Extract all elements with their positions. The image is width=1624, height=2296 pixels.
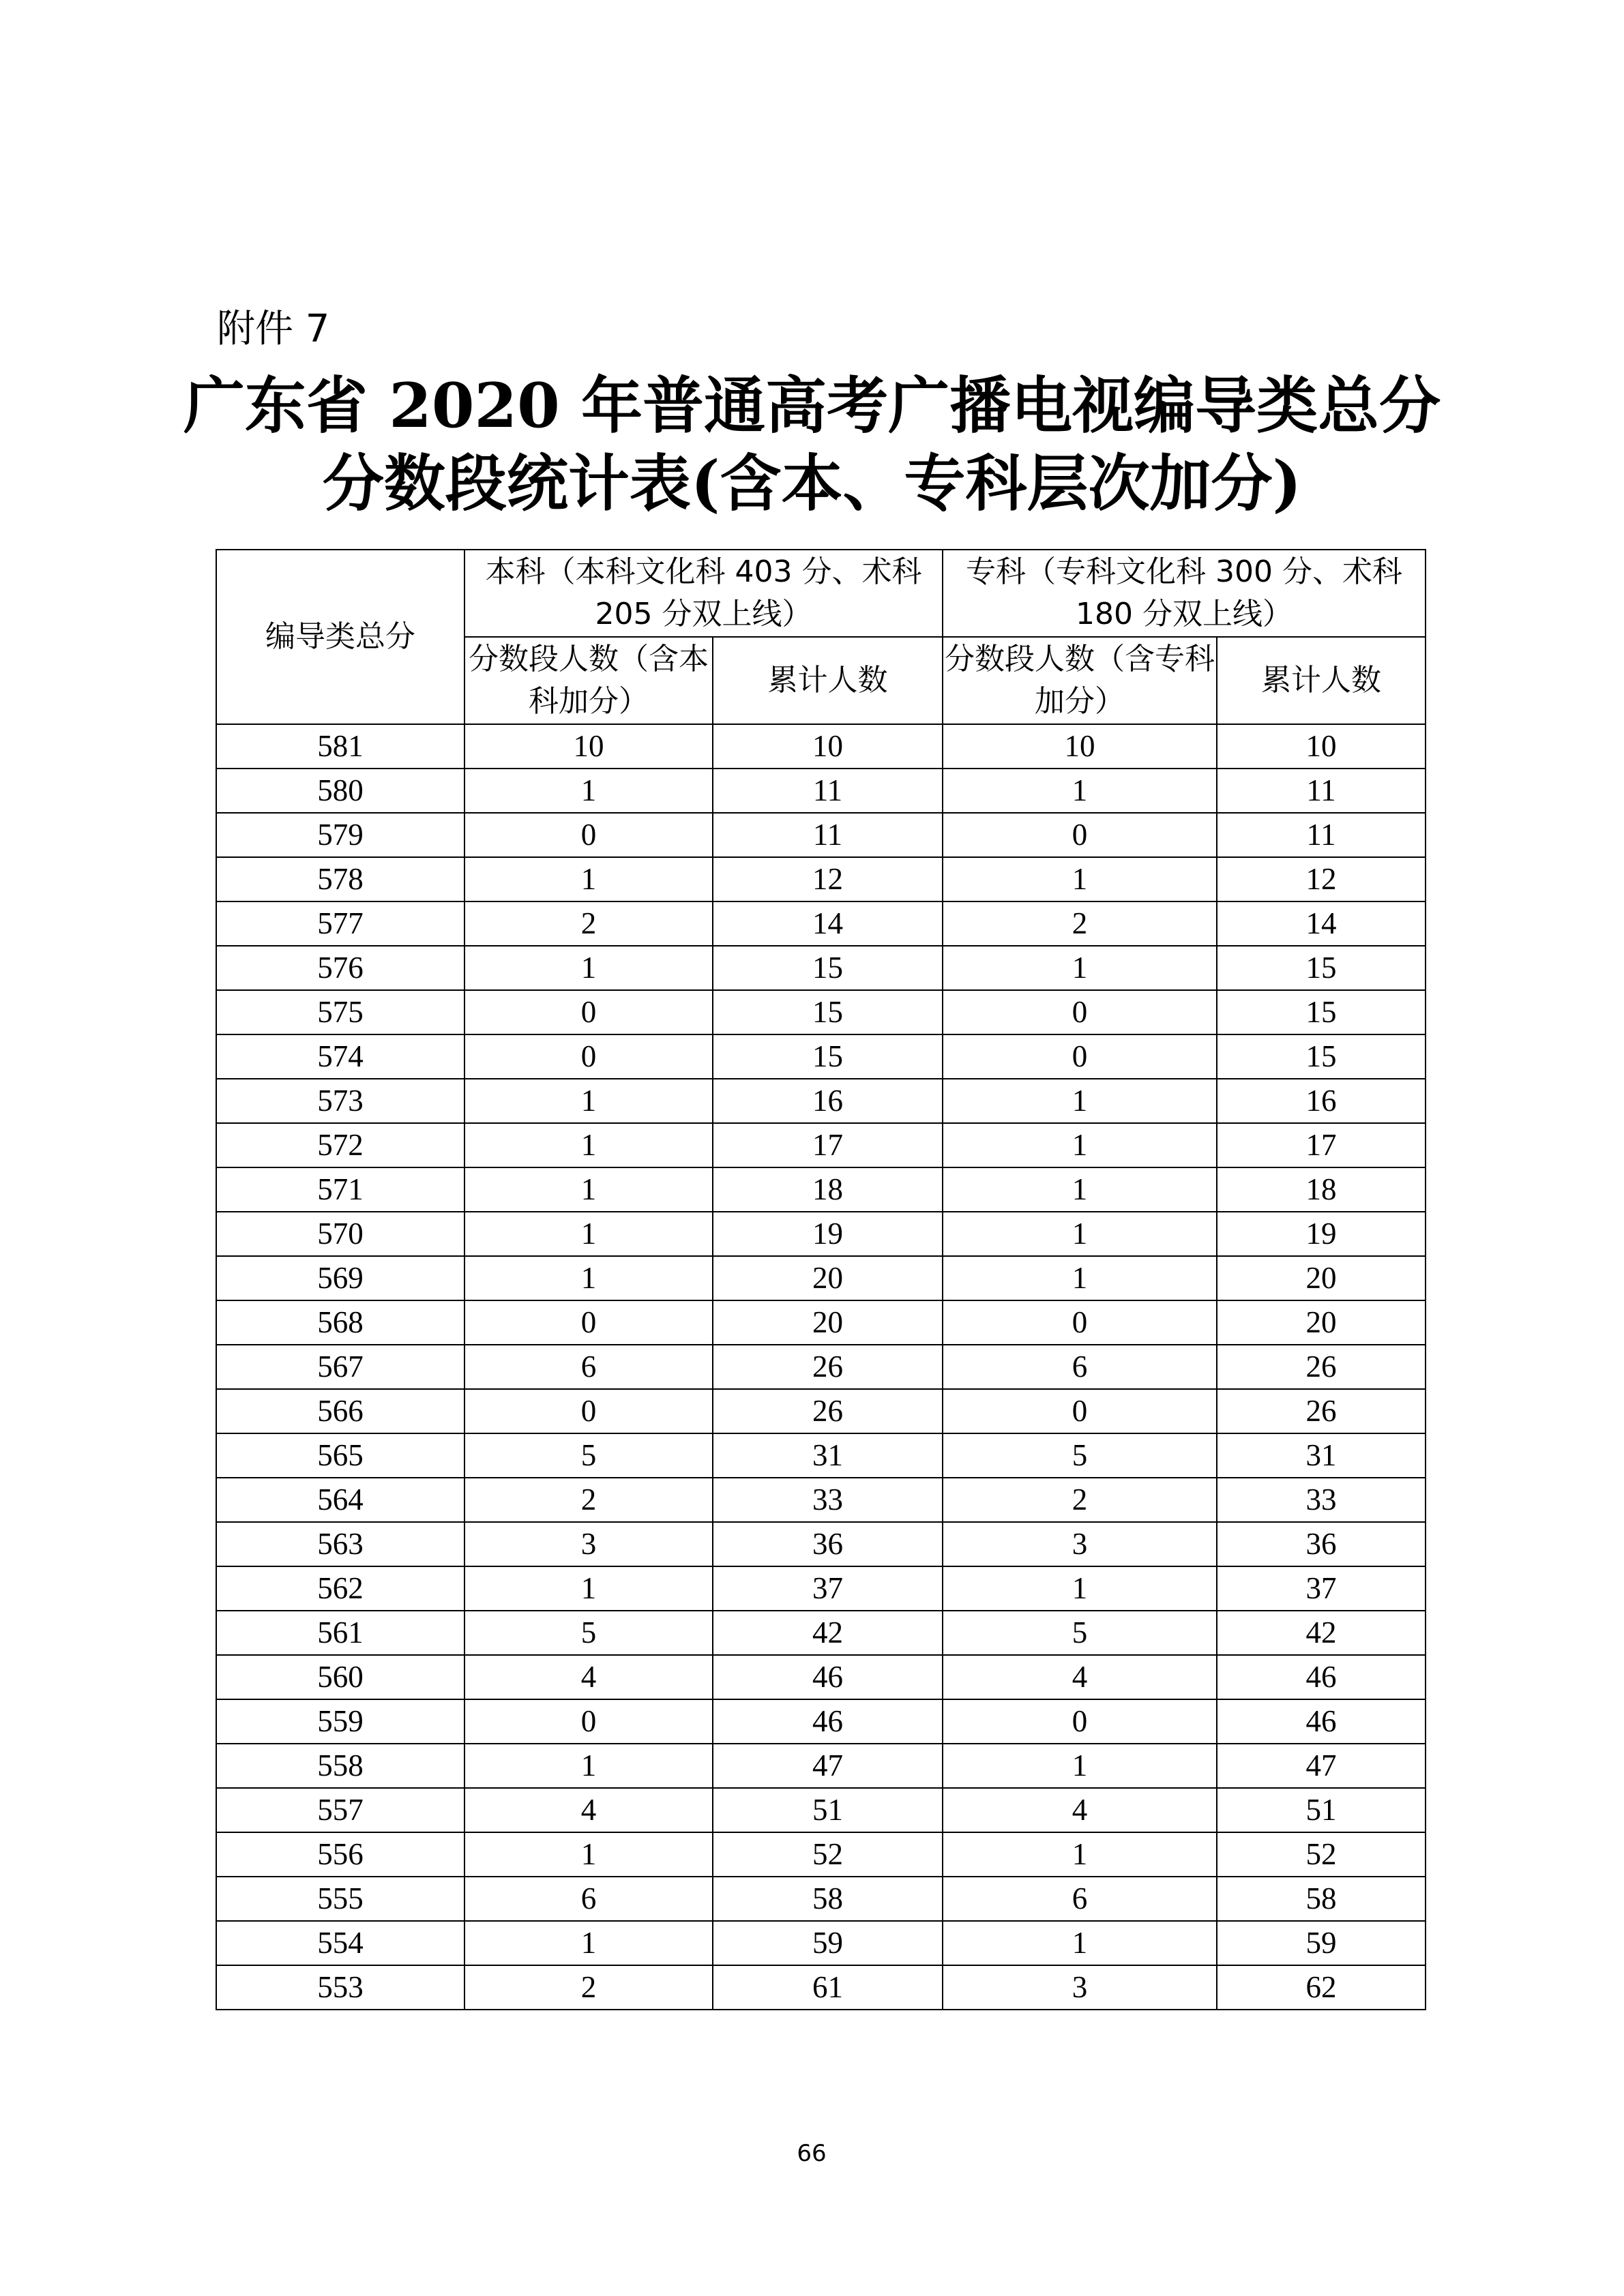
header-college-group: 专科（专科文化科 300 分、术科 180 分双上线） (943, 550, 1426, 637)
header-undergrad-band-count: 分数段人数（含本科加分） (464, 637, 713, 724)
cell-college-cumulative: 20 (1217, 1300, 1426, 1345)
document-title-line2: 分数段统计表(含本、专科层次加分) (322, 447, 1302, 520)
cell-undergrad-band-count: 3 (464, 1522, 713, 1566)
cell-college-cumulative: 33 (1217, 1478, 1426, 1522)
cell-college-cumulative: 12 (1217, 857, 1426, 901)
cell-college-cumulative: 18 (1217, 1167, 1426, 1212)
table-row (216, 1699, 1426, 1744)
cell-college-cumulative: 26 (1217, 1389, 1426, 1433)
cell-score: 559 (216, 1699, 464, 1744)
cell-college-band-count: 1 (943, 1167, 1217, 1212)
cell-score: 558 (216, 1744, 464, 1788)
cell-college-band-count: 6 (943, 1345, 1217, 1389)
cell-college-band-count: 1 (943, 769, 1217, 813)
table-row (216, 769, 1426, 813)
cell-college-cumulative: 15 (1217, 990, 1426, 1034)
cell-college-cumulative: 58 (1217, 1877, 1426, 1921)
cell-college-cumulative: 11 (1217, 769, 1426, 813)
cell-college-band-count: 0 (943, 1389, 1217, 1433)
table-row (216, 1921, 1426, 1965)
cell-score: 574 (216, 1034, 464, 1079)
cell-college-band-count: 0 (943, 813, 1217, 857)
table-row (216, 1256, 1426, 1300)
cell-score: 569 (216, 1256, 464, 1300)
header-college-band-count: 分数段人数（含专科加分） (943, 637, 1217, 724)
cell-college-cumulative: 11 (1217, 813, 1426, 857)
table-row (216, 724, 1426, 769)
cell-undergrad-band-count: 0 (464, 1034, 713, 1079)
cell-undergrad-cumulative: 10 (713, 724, 943, 769)
table-row (216, 1433, 1426, 1478)
cell-score: 571 (216, 1167, 464, 1212)
cell-college-band-count: 1 (943, 1212, 1217, 1256)
cell-score: 557 (216, 1788, 464, 1832)
cell-college-cumulative: 17 (1217, 1123, 1426, 1167)
table-row (216, 1034, 1426, 1079)
cell-undergrad-cumulative: 61 (713, 1965, 943, 2010)
attachment-label: 附件 7 (217, 307, 330, 351)
cell-college-cumulative: 10 (1217, 724, 1426, 769)
cell-undergrad-band-count: 0 (464, 1699, 713, 1744)
cell-college-band-count: 3 (943, 1522, 1217, 1566)
cell-score: 576 (216, 946, 464, 990)
cell-undergrad-cumulative: 37 (713, 1566, 943, 1611)
cell-college-cumulative: 37 (1217, 1566, 1426, 1611)
cell-undergrad-band-count: 1 (464, 857, 713, 901)
header-undergrad-group: 本科（本科文化科 403 分、术科 205 分双上线） (464, 550, 943, 637)
cell-college-cumulative: 14 (1217, 901, 1426, 946)
cell-undergrad-band-count: 1 (464, 1832, 713, 1877)
cell-college-cumulative: 59 (1217, 1921, 1426, 1965)
cell-score: 561 (216, 1611, 464, 1655)
table-row (216, 1522, 1426, 1566)
cell-undergrad-cumulative: 59 (713, 1921, 943, 1965)
cell-college-band-count: 0 (943, 1034, 1217, 1079)
cell-score: 554 (216, 1921, 464, 1965)
cell-undergrad-band-count: 4 (464, 1788, 713, 1832)
cell-score: 553 (216, 1965, 464, 2010)
cell-undergrad-band-count: 1 (464, 769, 713, 813)
table-row (216, 1832, 1426, 1877)
cell-college-band-count: 2 (943, 1478, 1217, 1522)
cell-college-cumulative: 26 (1217, 1345, 1426, 1389)
cell-college-band-count: 6 (943, 1877, 1217, 1921)
table-row (216, 1788, 1426, 1832)
cell-college-band-count: 1 (943, 1123, 1217, 1167)
cell-undergrad-band-count: 2 (464, 1478, 713, 1522)
cell-college-cumulative: 16 (1217, 1079, 1426, 1123)
cell-score: 581 (216, 724, 464, 769)
table-row (216, 1345, 1426, 1389)
cell-college-cumulative: 36 (1217, 1522, 1426, 1566)
cell-score: 568 (216, 1300, 464, 1345)
table-row (216, 1965, 1426, 2010)
cell-undergrad-band-count: 0 (464, 1389, 713, 1433)
table-row (216, 813, 1426, 857)
cell-undergrad-cumulative: 20 (713, 1300, 943, 1345)
cell-undergrad-band-count: 4 (464, 1655, 713, 1699)
table-row (216, 1478, 1426, 1522)
cell-undergrad-band-count: 1 (464, 1744, 713, 1788)
cell-undergrad-band-count: 10 (464, 724, 713, 769)
cell-undergrad-band-count: 1 (464, 1921, 713, 1965)
cell-undergrad-cumulative: 36 (713, 1522, 943, 1566)
cell-undergrad-band-count: 5 (464, 1611, 713, 1655)
table-row (216, 1566, 1426, 1611)
cell-undergrad-cumulative: 58 (713, 1877, 943, 1921)
cell-undergrad-band-count: 0 (464, 990, 713, 1034)
table-row (216, 901, 1426, 946)
cell-undergrad-cumulative: 31 (713, 1433, 943, 1478)
table-row (216, 990, 1426, 1034)
cell-college-band-count: 1 (943, 1079, 1217, 1123)
cell-undergrad-cumulative: 18 (713, 1167, 943, 1212)
cell-college-cumulative: 20 (1217, 1256, 1426, 1300)
cell-undergrad-band-count: 1 (464, 1566, 713, 1611)
cell-undergrad-band-count: 0 (464, 813, 713, 857)
document-title-line1: 广东省 2020 年普通高考广播电视编导类总分 (183, 370, 1441, 442)
cell-undergrad-band-count: 1 (464, 1123, 713, 1167)
cell-college-band-count: 1 (943, 1566, 1217, 1611)
score-distribution-table (216, 549, 1426, 2010)
table-body (216, 724, 1426, 2010)
cell-undergrad-cumulative: 15 (713, 946, 943, 990)
cell-college-band-count: 0 (943, 1300, 1217, 1345)
cell-undergrad-band-count: 1 (464, 1079, 713, 1123)
table-row (216, 1389, 1426, 1433)
cell-score: 560 (216, 1655, 464, 1699)
cell-score: 563 (216, 1522, 464, 1566)
cell-undergrad-band-count: 1 (464, 946, 713, 990)
cell-undergrad-band-count: 5 (464, 1433, 713, 1478)
cell-score: 578 (216, 857, 464, 901)
table-row (216, 857, 1426, 901)
cell-college-band-count: 10 (943, 724, 1217, 769)
cell-college-band-count: 1 (943, 1256, 1217, 1300)
cell-undergrad-cumulative: 17 (713, 1123, 943, 1167)
table-row (216, 1300, 1426, 1345)
cell-college-band-count: 0 (943, 990, 1217, 1034)
cell-college-band-count: 1 (943, 1744, 1217, 1788)
cell-score: 579 (216, 813, 464, 857)
table-row (216, 1744, 1426, 1788)
cell-score: 572 (216, 1123, 464, 1167)
cell-score: 566 (216, 1389, 464, 1433)
cell-college-band-count: 1 (943, 857, 1217, 901)
table-row (216, 1212, 1426, 1256)
table-row (216, 1079, 1426, 1123)
table-row (216, 1611, 1426, 1655)
table-header (216, 550, 1426, 724)
cell-score: 573 (216, 1079, 464, 1123)
cell-undergrad-cumulative: 15 (713, 990, 943, 1034)
cell-undergrad-cumulative: 33 (713, 1478, 943, 1522)
header-score-column: 编导类总分 (216, 550, 464, 724)
table-row (216, 1167, 1426, 1212)
cell-college-cumulative: 15 (1217, 946, 1426, 990)
cell-undergrad-cumulative: 15 (713, 1034, 943, 1079)
cell-undergrad-cumulative: 52 (713, 1832, 943, 1877)
cell-score: 562 (216, 1566, 464, 1611)
cell-score: 565 (216, 1433, 464, 1478)
cell-college-band-count: 1 (943, 1921, 1217, 1965)
page-number: 66 (797, 2140, 827, 2167)
cell-undergrad-cumulative: 12 (713, 857, 943, 901)
cell-undergrad-band-count: 2 (464, 1965, 713, 2010)
cell-undergrad-cumulative: 26 (713, 1345, 943, 1389)
cell-college-cumulative: 46 (1217, 1699, 1426, 1744)
table-row (216, 1123, 1426, 1167)
cell-score: 575 (216, 990, 464, 1034)
cell-college-cumulative: 15 (1217, 1034, 1426, 1079)
cell-undergrad-cumulative: 46 (713, 1699, 943, 1744)
cell-college-cumulative: 52 (1217, 1832, 1426, 1877)
cell-undergrad-cumulative: 14 (713, 901, 943, 946)
table-row (216, 1877, 1426, 1921)
cell-college-cumulative: 19 (1217, 1212, 1426, 1256)
cell-score: 570 (216, 1212, 464, 1256)
cell-college-cumulative: 62 (1217, 1965, 1426, 2010)
cell-score: 567 (216, 1345, 464, 1389)
cell-college-cumulative: 51 (1217, 1788, 1426, 1832)
cell-college-band-count: 5 (943, 1433, 1217, 1478)
cell-undergrad-cumulative: 47 (713, 1744, 943, 1788)
cell-college-band-count: 0 (943, 1699, 1217, 1744)
cell-score: 555 (216, 1877, 464, 1921)
cell-undergrad-band-count: 6 (464, 1877, 713, 1921)
cell-undergrad-cumulative: 46 (713, 1655, 943, 1699)
cell-undergrad-band-count: 6 (464, 1345, 713, 1389)
header-row-1 (216, 550, 1426, 637)
cell-undergrad-band-count: 1 (464, 1167, 713, 1212)
cell-college-band-count: 1 (943, 946, 1217, 990)
cell-score: 564 (216, 1478, 464, 1522)
cell-undergrad-band-count: 0 (464, 1300, 713, 1345)
table-row (216, 946, 1426, 990)
cell-college-cumulative: 42 (1217, 1611, 1426, 1655)
cell-score: 556 (216, 1832, 464, 1877)
cell-undergrad-cumulative: 16 (713, 1079, 943, 1123)
cell-undergrad-cumulative: 26 (713, 1389, 943, 1433)
table-row (216, 1655, 1426, 1699)
cell-undergrad-cumulative: 20 (713, 1256, 943, 1300)
cell-undergrad-cumulative: 11 (713, 813, 943, 857)
header-college-cumulative: 累计人数 (1217, 637, 1426, 724)
cell-undergrad-band-count: 1 (464, 1256, 713, 1300)
cell-undergrad-band-count: 1 (464, 1212, 713, 1256)
cell-college-band-count: 5 (943, 1611, 1217, 1655)
cell-college-band-count: 2 (943, 901, 1217, 946)
cell-score: 580 (216, 769, 464, 813)
cell-college-band-count: 4 (943, 1788, 1217, 1832)
cell-college-band-count: 3 (943, 1965, 1217, 2010)
cell-college-band-count: 1 (943, 1832, 1217, 1877)
cell-college-cumulative: 47 (1217, 1744, 1426, 1788)
cell-college-band-count: 4 (943, 1655, 1217, 1699)
cell-college-cumulative: 46 (1217, 1655, 1426, 1699)
cell-score: 577 (216, 901, 464, 946)
cell-undergrad-cumulative: 51 (713, 1788, 943, 1832)
header-undergrad-cumulative: 累计人数 (713, 637, 943, 724)
cell-undergrad-cumulative: 42 (713, 1611, 943, 1655)
cell-undergrad-cumulative: 11 (713, 769, 943, 813)
cell-undergrad-band-count: 2 (464, 901, 713, 946)
cell-college-cumulative: 31 (1217, 1433, 1426, 1478)
cell-undergrad-cumulative: 19 (713, 1212, 943, 1256)
